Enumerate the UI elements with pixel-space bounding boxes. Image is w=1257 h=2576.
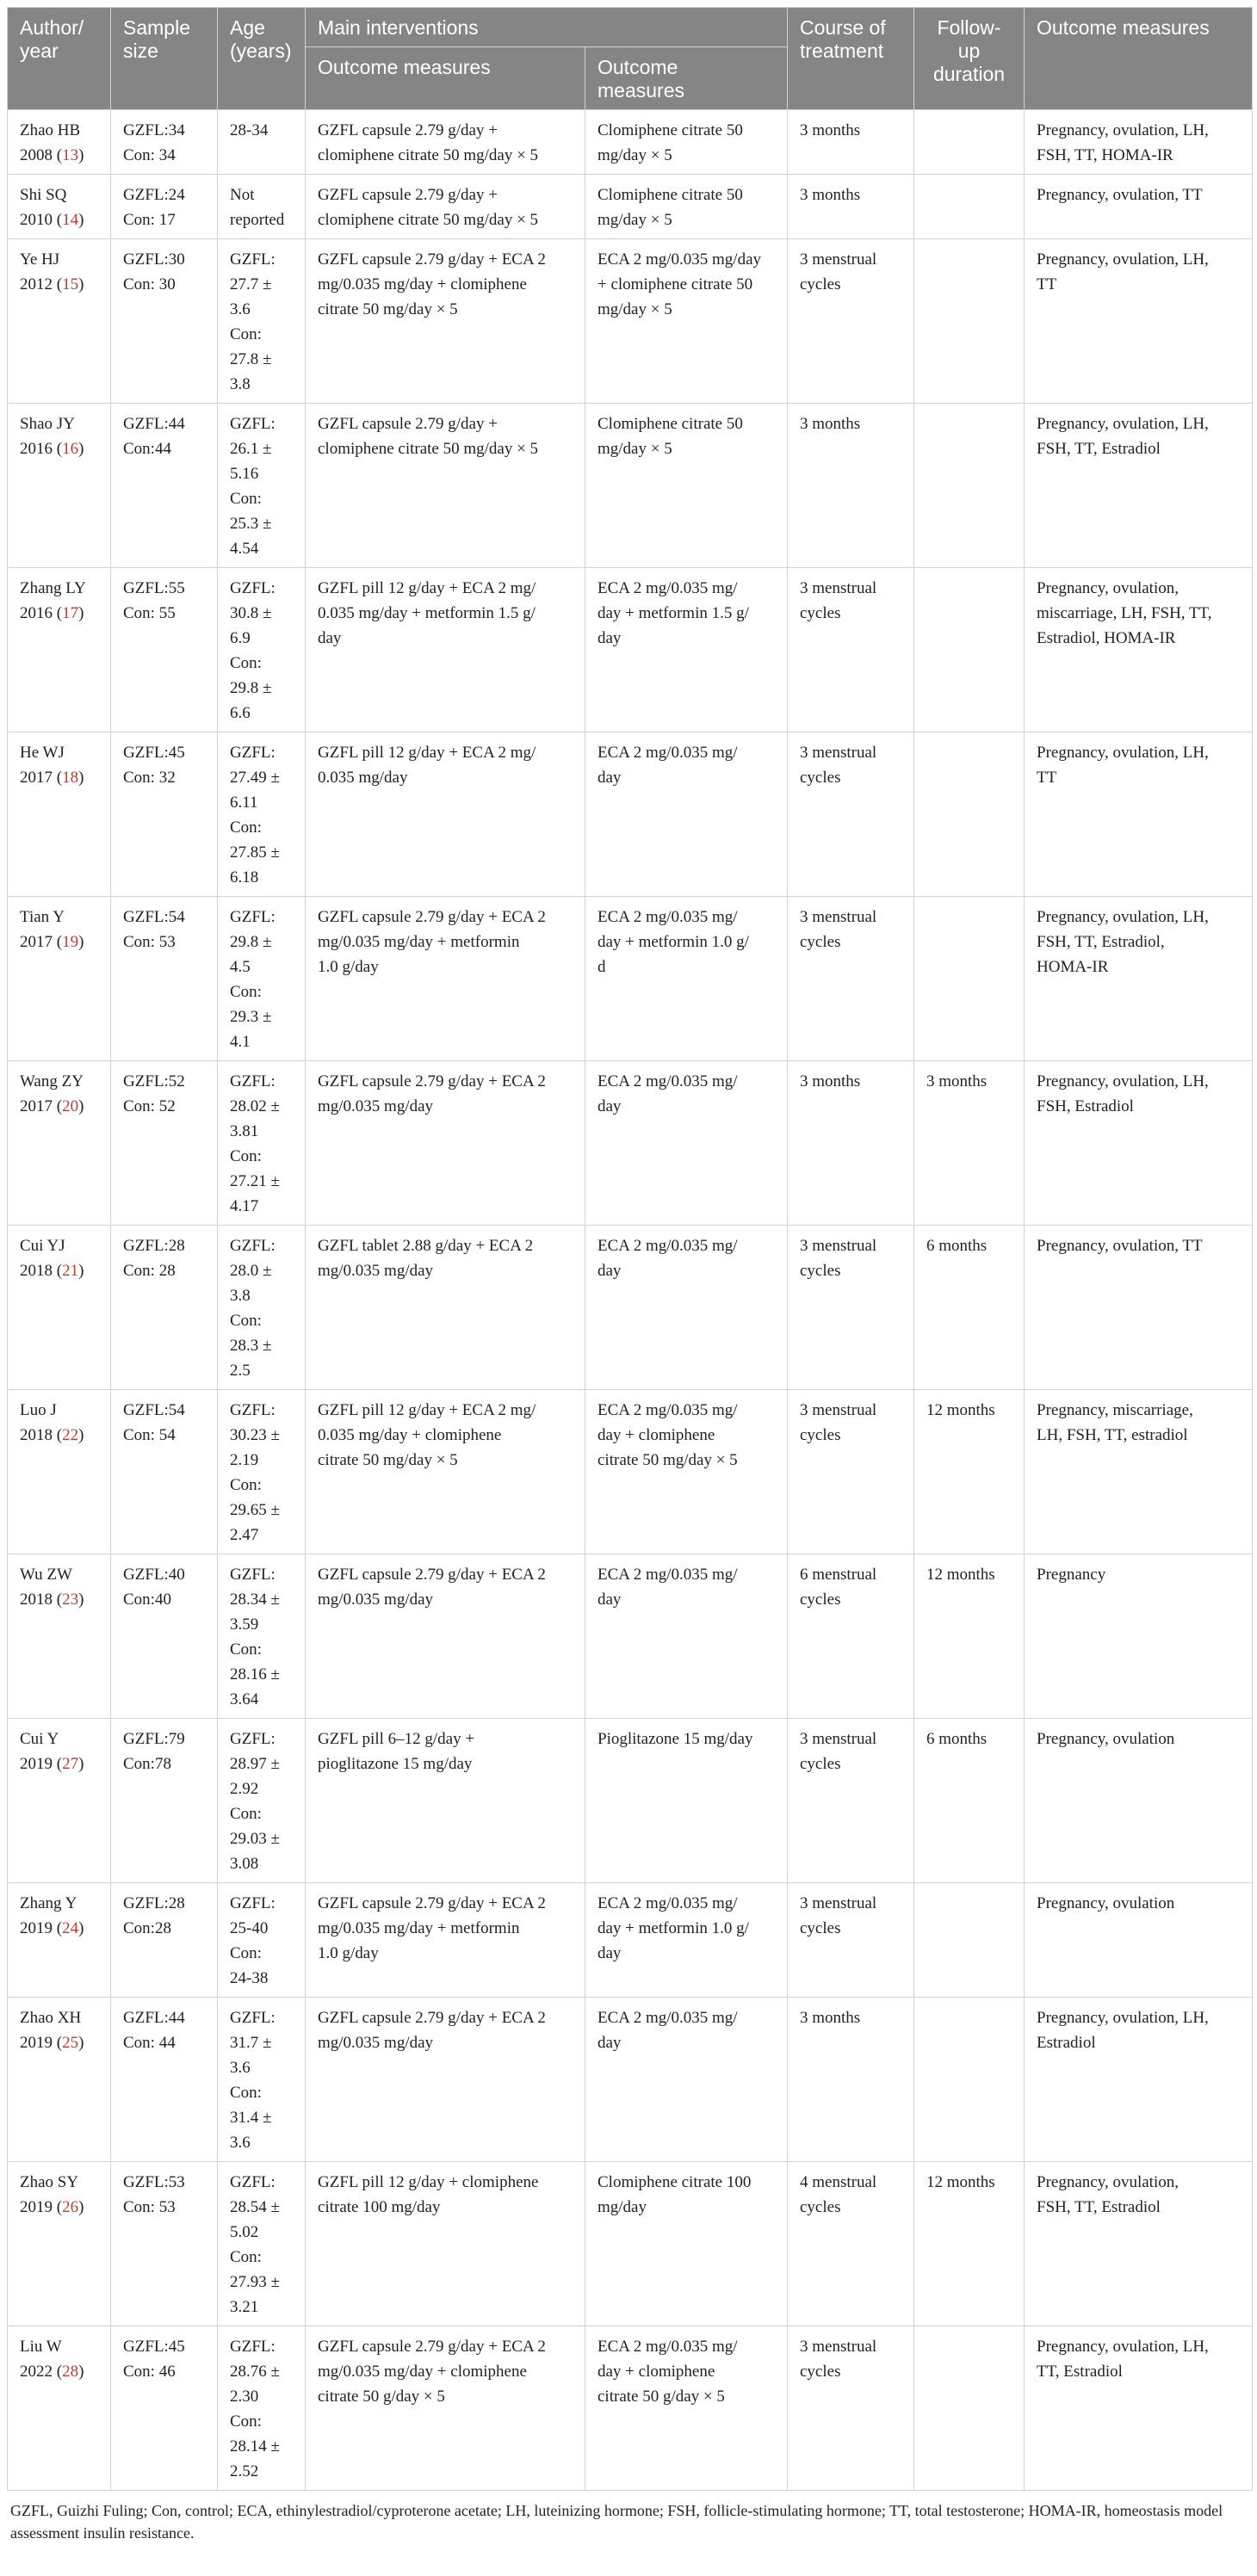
reference-link[interactable]: 17 <box>62 604 79 622</box>
cell-intervention-gzfl: GZFL capsule 2.79 g/day + ECA 2 mg/0.035 mg/day + clomiphene citrate 50 mg/day × 5 <box>306 239 585 404</box>
cell-age: GZFL: 28.54 ± 5.02 Con: 27.93 ± 3.21 <box>218 2162 306 2326</box>
cell-author-year <box>8 110 111 175</box>
cell-outcomes: Pregnancy, ovulation, LH, TT <box>1025 239 1253 404</box>
cell-course: 6 menstrual cycles <box>788 1554 914 1719</box>
cell-sample-size: GZFL:45 Con: 32 <box>111 732 218 897</box>
cell-age: GZFL: 28.97 ± 2.92 Con: 29.03 ± 3.08 <box>218 1719 306 1883</box>
table-row <box>8 175 1253 239</box>
cell-followup <box>914 2326 1025 2491</box>
reference-link[interactable]: 14 <box>62 211 79 229</box>
reference-link[interactable]: 28 <box>62 2363 79 2381</box>
header-age: Age (years) <box>218 8 306 110</box>
reference-close-paren: ) <box>78 933 84 951</box>
header-author-year: Author/ year <box>8 8 111 110</box>
cell-followup <box>914 732 1025 897</box>
cell-author-year <box>8 1998 111 2162</box>
cell-intervention-control: ECA 2 mg/0.035 mg/ day <box>585 732 788 897</box>
table-row <box>8 239 1253 404</box>
cell-course: 3 menstrual cycles <box>788 1226 914 1390</box>
cell-followup <box>914 1998 1025 2162</box>
cell-outcomes: Pregnancy, ovulation, FSH, TT, Estradiol <box>1025 2162 1253 2326</box>
cell-intervention-gzfl: GZFL capsule 2.79 g/day + ECA 2 mg/0.035 mg/day <box>306 1998 585 2162</box>
author-year-text: Cui Y 2019 ( <box>20 1730 63 1773</box>
cell-sample-size: GZFL:52 Con: 52 <box>111 1061 218 1226</box>
author-year-text: Wang ZY 2017 ( <box>20 1072 84 1115</box>
header-outcome-measures: Outcome measures <box>1025 8 1253 110</box>
cell-outcomes: Pregnancy, miscarriage, LH, FSH, TT, estradiol <box>1025 1390 1253 1554</box>
reference-close-paren: ) <box>78 275 84 293</box>
reference-link[interactable]: 22 <box>62 1426 79 1444</box>
cell-course: 3 menstrual cycles <box>788 239 914 404</box>
reference-link[interactable]: 24 <box>62 1919 79 1937</box>
cell-sample-size: GZFL:54 Con: 53 <box>111 897 218 1061</box>
cell-course: 3 months <box>788 1998 914 2162</box>
reference-close-paren: ) <box>78 769 84 787</box>
cell-course: 3 menstrual cycles <box>788 1719 914 1883</box>
cell-intervention-gzfl: GZFL capsule 2.79 g/day + clomiphene citrate 50 mg/day × 5 <box>306 110 585 175</box>
author-year-text: Cui YJ 2018 ( <box>20 1237 65 1280</box>
cell-sample-size: GZFL:28 Con:28 <box>111 1883 218 1998</box>
cell-followup: 12 months <box>914 1554 1025 1719</box>
cell-outcomes: Pregnancy, ovulation, LH, FSH, TT, Estradiol, HOMA-IR <box>1025 897 1253 1061</box>
table-row <box>8 897 1253 1061</box>
cell-course: 3 months <box>788 110 914 175</box>
reference-close-paren: ) <box>78 1919 84 1937</box>
cell-author-year <box>8 1554 111 1719</box>
cell-outcomes: Pregnancy, ovulation, LH, TT, Estradiol <box>1025 2326 1253 2491</box>
author-year-text: Shi SQ 2010 ( <box>20 186 67 229</box>
cell-age: GZFL: 28.0 ± 3.8 Con: 28.3 ± 2.5 <box>218 1226 306 1390</box>
reference-link[interactable]: 25 <box>62 2034 79 2052</box>
cell-sample-size: GZFL:44 Con: 44 <box>111 1998 218 2162</box>
table-row <box>8 1390 1253 1554</box>
reference-link[interactable]: 21 <box>62 1262 79 1280</box>
cell-intervention-gzfl: GZFL capsule 2.79 g/day + ECA 2 mg/0.035 mg/day + metformin 1.0 g/day <box>306 1883 585 1998</box>
reference-close-paren: ) <box>78 440 84 458</box>
cell-author-year <box>8 175 111 239</box>
cell-author-year <box>8 897 111 1061</box>
table-row <box>8 110 1253 175</box>
cell-author-year <box>8 1226 111 1390</box>
author-year-text: Ye HJ 2012 ( <box>20 250 63 293</box>
header-followup: Follow- up duration <box>914 8 1025 110</box>
cell-intervention-control: Pioglitazone 15 mg/day <box>585 1719 788 1883</box>
cell-author-year <box>8 732 111 897</box>
cell-outcomes: Pregnancy, ovulation, LH, FSH, TT, Estradiol <box>1025 404 1253 568</box>
cell-age: GZFL: 30.23 ± 2.19 Con: 29.65 ± 2.47 <box>218 1390 306 1554</box>
table-row <box>8 2326 1253 2491</box>
cell-intervention-gzfl: GZFL capsule 2.79 g/day + ECA 2 mg/0.035 mg/day + clomiphene citrate 50 g/day × 5 <box>306 2326 585 2491</box>
cell-followup: 12 months <box>914 2162 1025 2326</box>
cell-intervention-control: Clomiphene citrate 50 mg/day × 5 <box>585 110 788 175</box>
cell-intervention-control: ECA 2 mg/0.035 mg/ day + metformin 1.5 g/ day <box>585 568 788 732</box>
cell-course: 3 months <box>788 404 914 568</box>
cell-intervention-gzfl: GZFL pill 6–12 g/day + pioglitazone 15 mg/day <box>306 1719 585 1883</box>
reference-close-paren: ) <box>78 1755 84 1773</box>
table-container <box>7 7 1252 2544</box>
cell-sample-size: GZFL:54 Con: 54 <box>111 1390 218 1554</box>
table-row <box>8 568 1253 732</box>
cell-course: 3 menstrual cycles <box>788 1883 914 1998</box>
cell-course: 3 months <box>788 175 914 239</box>
cell-sample-size: GZFL:40 Con:40 <box>111 1554 218 1719</box>
cell-author-year <box>8 1719 111 1883</box>
cell-intervention-gzfl: GZFL capsule 2.79 g/day + ECA 2 mg/0.035 mg/day + metformin 1.0 g/day <box>306 897 585 1061</box>
cell-followup <box>914 1883 1025 1998</box>
table-row <box>8 1883 1253 1998</box>
cell-outcomes: Pregnancy, ovulation <box>1025 1883 1253 1998</box>
cell-outcomes: Pregnancy, ovulation, TT <box>1025 1226 1253 1390</box>
table-row <box>8 1719 1253 1883</box>
reference-close-paren: ) <box>78 1591 84 1609</box>
reference-link[interactable]: 27 <box>62 1755 79 1773</box>
header-sample-size: Sample size <box>111 8 218 110</box>
cell-age: Not reported <box>218 175 306 239</box>
cell-outcomes: Pregnancy, ovulation <box>1025 1719 1253 1883</box>
cell-sample-size: GZFL:24 Con: 17 <box>111 175 218 239</box>
cell-course: 3 months <box>788 1061 914 1226</box>
cell-intervention-gzfl: GZFL pill 12 g/day + ECA 2 mg/ 0.035 mg/day <box>306 732 585 897</box>
cell-intervention-control: ECA 2 mg/0.035 mg/day + clomiphene citrate 50 mg/day × 5 <box>585 239 788 404</box>
author-year-text: Luo J 2018 ( <box>20 1401 63 1444</box>
header-row-1 <box>8 8 1253 47</box>
table-footnote: GZFL, Guizhi Fuling; Con, control; ECA, ethinylestradiol/cyproterone acetate; LH, luteinizing hormone; FSH, follicle-stimulating hormone; TT, total testosterone; HOMA-IR, homeostasis model assessment insulin resistance. <box>10 2502 1223 2542</box>
cell-intervention-control: ECA 2 mg/0.035 mg/ day + metformin 1.0 g/ day <box>585 1883 788 1998</box>
table-row <box>8 1998 1253 2162</box>
cell-intervention-control: ECA 2 mg/0.035 mg/ day <box>585 1226 788 1390</box>
cell-course: 3 menstrual cycles <box>788 1390 914 1554</box>
cell-age: GZFL: 27.7 ± 3.6 Con: 27.8 ± 3.8 <box>218 239 306 404</box>
cell-sample-size: GZFL:79 Con:78 <box>111 1719 218 1883</box>
author-year-text: Shao JY 2016 ( <box>20 415 75 458</box>
cell-sample-size: GZFL:44 Con:44 <box>111 404 218 568</box>
author-year-text: Wu ZW 2018 ( <box>20 1566 72 1609</box>
reference-close-paren: ) <box>78 2034 84 2052</box>
reference-close-paren: ) <box>78 1426 84 1444</box>
header-sub-outcome-measures-b: Outcome measures <box>585 47 788 110</box>
author-year-text: Zhao HB 2008 ( <box>20 121 81 164</box>
cell-course: 3 menstrual cycles <box>788 732 914 897</box>
cell-intervention-control: Clomiphene citrate 100 mg/day <box>585 2162 788 2326</box>
cell-author-year <box>8 404 111 568</box>
author-year-text: Zhao XH 2019 ( <box>20 2009 82 2052</box>
cell-age: GZFL: 27.49 ± 6.11 Con: 27.85 ± 6.18 <box>218 732 306 897</box>
reference-link[interactable]: 15 <box>62 275 79 293</box>
cell-outcomes: Pregnancy, ovulation, LH, FSH, Estradiol <box>1025 1061 1253 1226</box>
table-body <box>8 110 1253 2491</box>
author-year-text: Zhao SY 2019 ( <box>20 2173 79 2216</box>
cell-author-year <box>8 239 111 404</box>
cell-course: 4 menstrual cycles <box>788 2162 914 2326</box>
cell-followup: 12 months <box>914 1390 1025 1554</box>
reference-close-paren: ) <box>78 146 84 164</box>
reference-link[interactable]: 23 <box>62 1591 79 1609</box>
cell-intervention-control: ECA 2 mg/0.035 mg/ day <box>585 1554 788 1719</box>
cell-outcomes: Pregnancy, ovulation, LH, TT <box>1025 732 1253 897</box>
cell-age: GZFL: 28.02 ± 3.81 Con: 27.21 ± 4.17 <box>218 1061 306 1226</box>
cell-age: GZFL: 28.76 ± 2.30 Con: 28.14 ± 2.52 <box>218 2326 306 2491</box>
header-sub-outcome-measures-a: Outcome measures <box>306 47 585 110</box>
cell-course: 3 menstrual cycles <box>788 897 914 1061</box>
cell-intervention-control: ECA 2 mg/0.035 mg/ day <box>585 1061 788 1226</box>
cell-followup <box>914 897 1025 1061</box>
cell-age: GZFL: 29.8 ± 4.5 Con: 29.3 ± 4.1 <box>218 897 306 1061</box>
cell-intervention-control: ECA 2 mg/0.035 mg/ day + clomiphene citrate 50 g/day × 5 <box>585 2326 788 2491</box>
author-year-text: Tian Y 2017 ( <box>20 908 65 951</box>
header-main-interventions: Main interventions <box>306 8 788 47</box>
table-row <box>8 1554 1253 1719</box>
author-year-text: Zhang Y 2019 ( <box>20 1894 77 1937</box>
author-year-text: Liu W 2022 ( <box>20 2338 63 2381</box>
cell-followup <box>914 239 1025 404</box>
cell-intervention-control: ECA 2 mg/0.035 mg/ day + clomiphene citrate 50 mg/day × 5 <box>585 1390 788 1554</box>
header-course: Course of treatment <box>788 8 914 110</box>
cell-intervention-gzfl: GZFL pill 12 g/day + clomiphene citrate 100 mg/day <box>306 2162 585 2326</box>
reference-link[interactable]: 16 <box>62 440 79 458</box>
cell-outcomes: Pregnancy, ovulation, LH, Estradiol <box>1025 1998 1253 2162</box>
reference-close-paren: ) <box>78 211 84 229</box>
cell-outcomes: Pregnancy <box>1025 1554 1253 1719</box>
cell-intervention-control: ECA 2 mg/0.035 mg/ day <box>585 1998 788 2162</box>
table-row <box>8 1226 1253 1390</box>
cell-author-year <box>8 568 111 732</box>
cell-sample-size: GZFL:28 Con: 28 <box>111 1226 218 1390</box>
cell-age: 28-34 <box>218 110 306 175</box>
cell-course: 3 menstrual cycles <box>788 568 914 732</box>
cell-sample-size: GZFL:30 Con: 30 <box>111 239 218 404</box>
cell-outcomes: Pregnancy, ovulation, LH, FSH, TT, HOMA-IR <box>1025 110 1253 175</box>
cell-age: GZFL: 25-40 Con: 24-38 <box>218 1883 306 1998</box>
cell-intervention-control: Clomiphene citrate 50 mg/day × 5 <box>585 404 788 568</box>
cell-intervention-gzfl: GZFL capsule 2.79 g/day + ECA 2 mg/0.035 mg/day <box>306 1554 585 1719</box>
cell-followup <box>914 110 1025 175</box>
cell-age: GZFL: 30.8 ± 6.9 Con: 29.8 ± 6.6 <box>218 568 306 732</box>
cell-followup <box>914 175 1025 239</box>
reference-link[interactable]: 20 <box>62 1097 79 1115</box>
reference-link[interactable]: 19 <box>62 933 79 951</box>
cell-intervention-gzfl: GZFL capsule 2.79 g/day + ECA 2 mg/0.035 mg/day <box>306 1061 585 1226</box>
cell-intervention-control: Clomiphene citrate 50 mg/day × 5 <box>585 175 788 239</box>
cell-author-year <box>8 1390 111 1554</box>
cell-followup: 6 months <box>914 1226 1025 1390</box>
author-year-text: Zhang LY 2016 ( <box>20 579 86 622</box>
cell-intervention-gzfl: GZFL capsule 2.79 g/day + clomiphene citrate 50 mg/day × 5 <box>306 404 585 568</box>
cell-followup: 6 months <box>914 1719 1025 1883</box>
cell-sample-size: GZFL:34 Con: 34 <box>111 110 218 175</box>
cell-followup <box>914 568 1025 732</box>
cell-age: GZFL: 26.1 ± 5.16 Con: 25.3 ± 4.54 <box>218 404 306 568</box>
cell-followup: 3 months <box>914 1061 1025 1226</box>
cell-intervention-control: ECA 2 mg/0.035 mg/ day + metformin 1.0 g/ d <box>585 897 788 1061</box>
cell-intervention-gzfl: GZFL tablet 2.88 g/day + ECA 2 mg/0.035 mg/day <box>306 1226 585 1390</box>
cell-intervention-gzfl: GZFL capsule 2.79 g/day + clomiphene citrate 50 mg/day × 5 <box>306 175 585 239</box>
reference-close-paren: ) <box>78 2363 84 2381</box>
reference-link[interactable]: 18 <box>62 769 79 787</box>
study-characteristics-table <box>7 7 1253 2491</box>
cell-intervention-gzfl: GZFL pill 12 g/day + ECA 2 mg/ 0.035 mg/day + clomiphene citrate 50 mg/day × 5 <box>306 1390 585 1554</box>
cell-intervention-gzfl: GZFL pill 12 g/day + ECA 2 mg/ 0.035 mg/day + metformin 1.5 g/ day <box>306 568 585 732</box>
cell-outcomes: Pregnancy, ovulation, miscarriage, LH, FSH, TT, Estradiol, HOMA-IR <box>1025 568 1253 732</box>
cell-outcomes: Pregnancy, ovulation, TT <box>1025 175 1253 239</box>
cell-author-year <box>8 2162 111 2326</box>
table-row <box>8 2162 1253 2326</box>
cell-sample-size: GZFL:55 Con: 55 <box>111 568 218 732</box>
cell-sample-size: GZFL:53 Con: 53 <box>111 2162 218 2326</box>
cell-sample-size: GZFL:45 Con: 46 <box>111 2326 218 2491</box>
cell-age: GZFL: 28.34 ± 3.59 Con: 28.16 ± 3.64 <box>218 1554 306 1719</box>
reference-close-paren: ) <box>78 604 84 622</box>
reference-close-paren: ) <box>78 1262 84 1280</box>
reference-link[interactable]: 13 <box>62 146 79 164</box>
cell-author-year <box>8 1061 111 1226</box>
cell-course: 3 menstrual cycles <box>788 2326 914 2491</box>
table-header <box>8 8 1253 110</box>
cell-author-year <box>8 1883 111 1998</box>
reference-close-paren: ) <box>78 1097 84 1115</box>
reference-link[interactable]: 26 <box>62 2198 79 2216</box>
table-row <box>8 404 1253 568</box>
cell-author-year <box>8 2326 111 2491</box>
table-row <box>8 732 1253 897</box>
reference-close-paren: ) <box>78 2198 84 2216</box>
author-year-text: He WJ 2017 ( <box>20 744 65 787</box>
table-row <box>8 1061 1253 1226</box>
cell-age: GZFL: 31.7 ± 3.6 Con: 31.4 ± 3.6 <box>218 1998 306 2162</box>
cell-followup <box>914 404 1025 568</box>
